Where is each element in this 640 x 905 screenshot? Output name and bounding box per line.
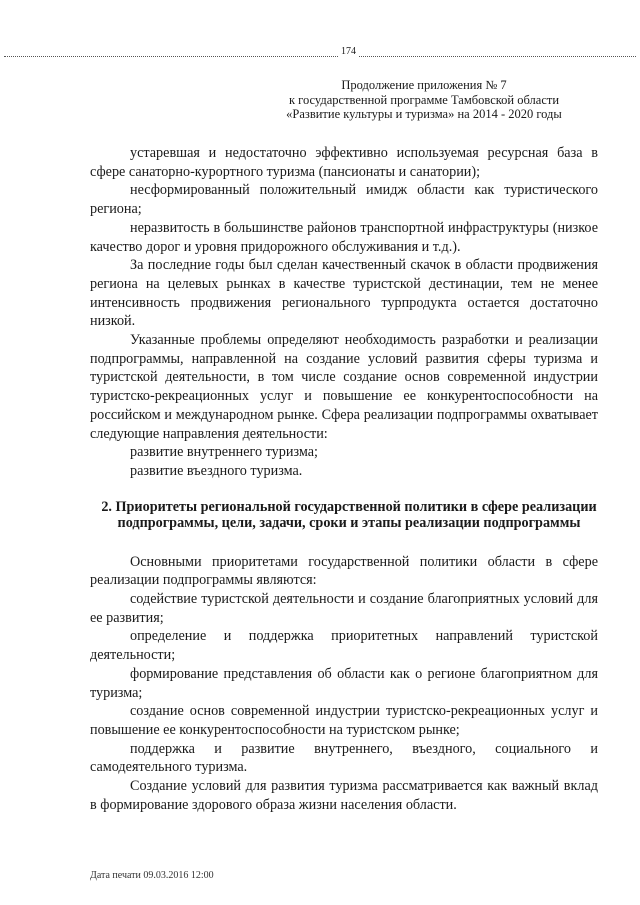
paragraph-problems: Указанные проблемы определяют необходимость разработки и реализации подпрограммы, направленной на создание условий развития сферы туризма и туристской деятельности, в том числе создание основ современной индустрии туристско-рекреационных услуг и повышение ее конкурентоспособности на российском и международном рынке. Сфера реализации подпрограммы охватывает следующие направления деятельности: bbox=[90, 332, 598, 442]
priority-item-3: формирование представления об области как о регионе благоприятном для туризма; bbox=[90, 665, 598, 701]
appendix-line-1: Продолжение приложения № 7 bbox=[341, 78, 507, 92]
appendix-line-2: к государственной программе Тамбовской области bbox=[288, 92, 560, 107]
document-body bbox=[90, 144, 598, 815]
page-number: 174 bbox=[338, 46, 359, 57]
problem-item-3: неразвитость в большинстве районов транспортной инфраструктуры (низкое качество дорог и уровня придорожного обслуживания и т.д.). bbox=[90, 219, 598, 255]
header-rule bbox=[4, 56, 636, 57]
priority-item-4: создание основ современной индустрии туристско-рекреационных услуг и повышение ее конкурентоспособности на туристском рынке; bbox=[90, 703, 598, 738]
appendix-line-3: «Развитие культуры и туризма» на 2014 - 2020 годы bbox=[286, 107, 562, 121]
paragraph-promotion: За последние годы был сделан качественный скачок в области продвижения региона на целевых рынках в качестве туристской дестинации, тем не менее интенсивность продвижения регионального турпродукта остается достаточно низкой. bbox=[90, 257, 598, 330]
direction-item-1: развитие внутреннего туризма; bbox=[130, 444, 318, 461]
section-2-heading: 2. Приоритеты региональной государственной политики в сфере реализации подпрограммы, цели, задачи, сроки и этапы реализации подпрограммы bbox=[101, 498, 597, 531]
problem-item-2: несформированный положительный имидж области как туристического региона; bbox=[90, 182, 598, 218]
closing-paragraph: Создание условий для развития туризма рассматривается как важный вклад в формирование здорового образа жизни населения области. bbox=[90, 778, 598, 813]
appendix-header bbox=[264, 78, 584, 122]
priority-item-1: содействие туристской деятельности и создание благоприятных условий для ее развития; bbox=[90, 591, 598, 626]
priorities-intro: Основными приоритетами государственной политики области в сфере реализации подпрограммы являются: bbox=[90, 553, 598, 589]
problem-item-1: устаревшая и недостаточно эффективно используемая ресурсная база в сфере санаторно-курортного туризма (пансионаты и санатории); bbox=[90, 145, 598, 180]
direction-item-2: развитие въездного туризма. bbox=[130, 462, 303, 479]
print-date: Дата печати 09.03.2016 12:00 bbox=[90, 870, 214, 881]
priority-item-5: поддержка и развитие внутреннего, въездного, социального и самодеятельного туризма. bbox=[90, 740, 598, 776]
priority-item-2: определение и поддержка приоритетных направлений туристской деятельности; bbox=[90, 628, 598, 664]
